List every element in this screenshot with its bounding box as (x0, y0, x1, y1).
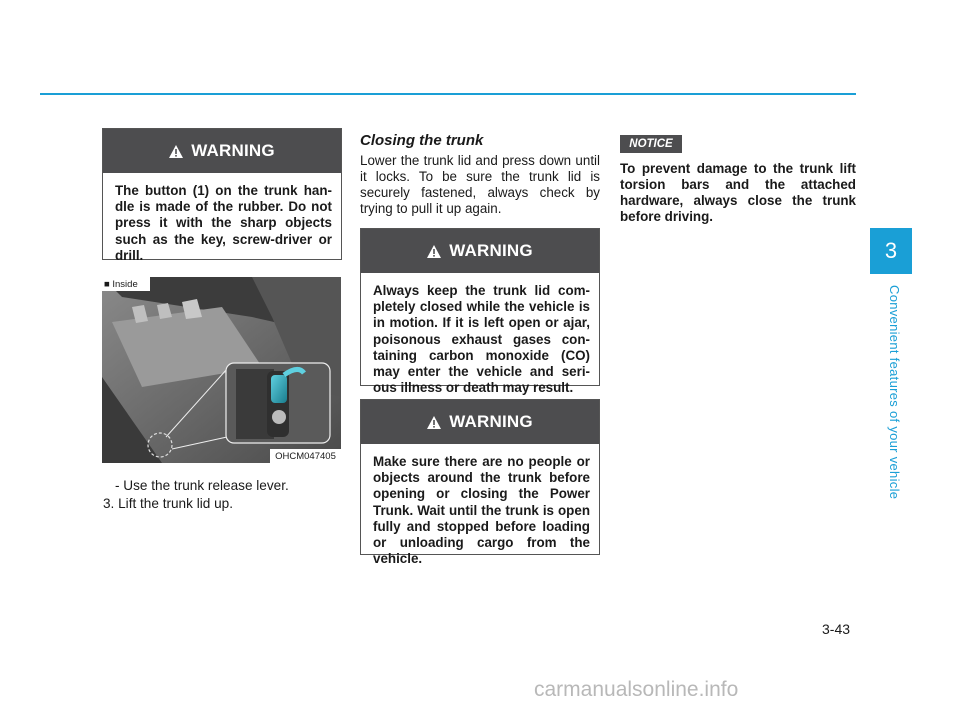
warning-box-1 (102, 128, 342, 263)
step-substep: - Use the trunk release lever. (115, 478, 289, 493)
car-interior-illustration (102, 277, 341, 463)
section-title: Closing the trunk (360, 132, 484, 149)
trunk-release-lever-image (102, 277, 341, 463)
warning-box-2 (360, 228, 600, 396)
warning-header (361, 229, 599, 273)
page-number: 3-43 (822, 621, 851, 637)
closing-text: Lower the trunk lid and press down until it locks. To be sure the trunk lid is securely fastened, always check by trying to pull it up again. (360, 153, 600, 216)
warning-header (361, 400, 599, 444)
warning-triangle-icon (427, 245, 441, 258)
warning-text: Always keep the trunk lid com-pletely closed while the vehicle is in motion. If it is left open or ajar, poisonous exhaust gases con-taining carbon monoxide (CO) may enter the vehicle and seri-ous illness or death may result. (373, 283, 590, 396)
warning-text: The button (1) on the trunk han-dle is made of the rubber. Do not press it with the sharp objects such as the key, screw-driver or drill. (115, 183, 332, 263)
figure-caption: ■ Inside (102, 277, 150, 291)
chapter-tab (870, 228, 912, 274)
notice-badge: NOTICE (620, 135, 682, 153)
warning-label: WARNING (191, 141, 275, 160)
warning-label: WARNING (449, 412, 533, 431)
notice-text: To prevent damage to the trunk lift torsion bars and the attached hardware, always close the trunk before driving. (620, 161, 856, 224)
warning-triangle-icon (169, 145, 183, 158)
figure-code: OHCM047405 (270, 449, 341, 463)
watermark: carmanualsonline.info (534, 678, 739, 701)
chapter-number: 3 (884, 238, 898, 263)
warning-label: WARNING (449, 241, 533, 260)
step-3: 3. Lift the trunk lid up. (103, 496, 233, 511)
chapter-title: Convenient features of your vehicle (887, 285, 902, 500)
warning-header (103, 129, 341, 173)
warning-triangle-icon (427, 416, 441, 429)
warning-box-3 (360, 399, 600, 567)
warning-text: Make sure there are no people or objects around the trunk before opening or closing the Power Trunk. Wait until the trunk is open fully and stopped before loading or unloading cargo from the vehicle. (373, 454, 590, 567)
top-rule (40, 93, 856, 95)
